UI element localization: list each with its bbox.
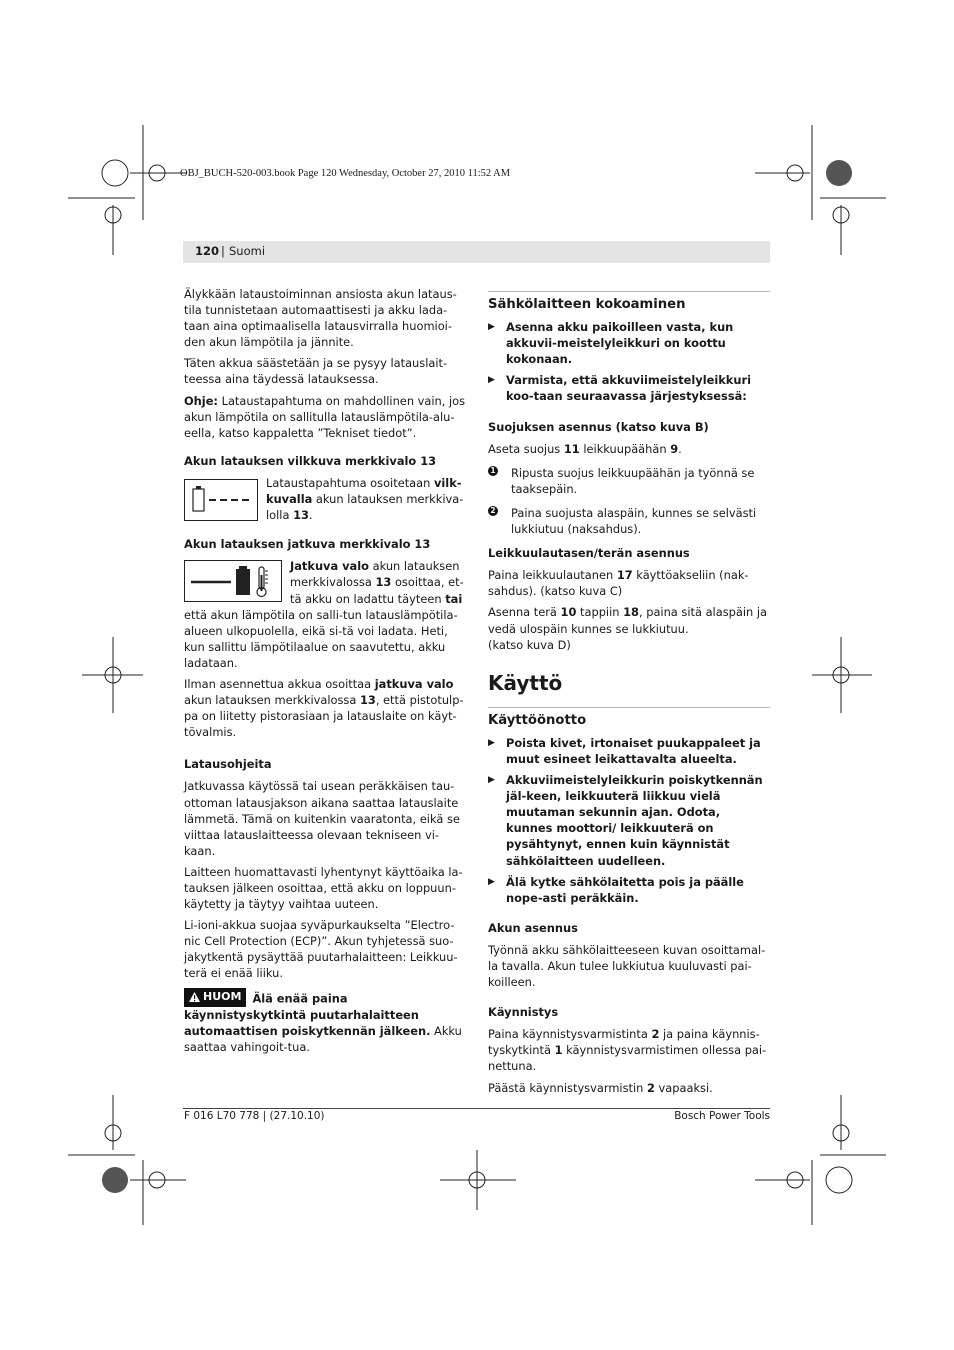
numbered-step: 2 Paina suojusta alaspäin, kunnes se selvästi lukkiutuu (naksahdus). (488, 505, 770, 537)
continuous-indicator-block (184, 558, 466, 671)
continuous-indicator-text: Jatkuva valo akun latauksen merkkivalossa 13 osoittaa, et-tä akku on ladattu täyteen tai että akun lämpötila on salli-tun latauslämpötila-alueen ulkopuolella, eikä si-tä voi ladata. Heti, kun sallittu lämpötilaalue on saavutettu, akku ladataan. (184, 559, 464, 670)
heading-assembly: Sähkölaitteen kokoaminen (488, 291, 770, 313)
paragraph: Paina leikkuulautanen 17 käyttöakseliin (nak-sahdus). (katso kuva C) (488, 568, 749, 599)
warning-badge: HUOM (184, 988, 246, 1007)
heading-charging-tips: Latausohjeita (184, 757, 272, 772)
triangle-bullet-icon: ▶ (488, 775, 495, 786)
triangle-bullet-icon: ▶ (488, 375, 495, 386)
paragraph: Päästä käynnistysvarmistin 2 vapaaksi. (488, 1080, 713, 1095)
paragraph: Täten akkua säästetään ja se pysyy latauslait-teessa aina täydessä latauksessa. (184, 356, 448, 387)
warning-triangle-icon (189, 992, 200, 1002)
header-section: Suomi (229, 244, 266, 258)
blink-indicator-text: Lataustapahtuma osoitetaan vilk-kuvalla akun latauksen merkkiva-lolla 13. (266, 475, 464, 523)
paragraph: Älykkään lataustoiminnan ansiosta akun lataus-tila tunnistetaan automaattisesti ja akku lada-taan aina optimaalisella latausvirralla huomioi-den akun lämpötila ja jännite. (184, 287, 457, 350)
step-number-badge: 2 (488, 506, 498, 516)
triangle-bullet-icon: ▶ (488, 322, 495, 333)
paragraph: Aseta suojus 11 leikkuupäähän 9. (488, 441, 682, 456)
footer-rule (183, 1108, 770, 1109)
bullet-item: ▶ Poista kivet, irtonaiset puukappaleet ja muut esineet leikattavalta alueelta. (488, 735, 761, 766)
numbered-step: 1 Ripusta suojus leikkuupäähän ja työnnä se taaksepäin. (488, 465, 770, 497)
page-header-bar (183, 241, 770, 263)
bullet-item: ▶ Akkuviimeistelyleikkurin poiskytkennän jäl-keen, leikkuuterä liikkuu vielä muutaman sekunnin ajan. Odota, kunnes moottori/ leikkuuterä on pysähtynyt, ennen kuin käynnistät sähkölaitteen uudelleen. (488, 773, 763, 868)
triangle-bullet-icon: ▶ (488, 737, 495, 748)
heading-operation: Käyttö (488, 670, 563, 695)
page-number: 120 (195, 244, 220, 258)
paragraph: Jatkuvassa käytössä tai usean peräkkäisen tau-ottoman latausjakson aikana saattaa latauslaite lämmetä. Tämä on kuitenkin vaaratonta, eikä se viittaa latauslaitteessa olevaan tekniseen vi-kaan. (184, 779, 460, 858)
heading-blade-install: Leikkuulautasen/terän asennus (488, 546, 690, 561)
heading-starting: Käynnistys (488, 1005, 559, 1020)
paragraph: Li-ioni-akkua suojaa syväpurkaukselta ”Electro-nic Cell Protection (ECP)”. Akun tyhjetessä suo-jakytkentä pysäyttää puutarhalaitteen: Leikkuu-terä ei enää liiku. (184, 918, 458, 981)
heading-blink-indicator: Akun latauksen vilkkuva merkkivalo 13 (184, 453, 437, 468)
footer-doc-code: F 016 L70 778 | (27.10.10) (184, 1110, 325, 1122)
header-separator: | (221, 244, 225, 258)
bullet-item: ▶ Älä kytke sähkölaitetta pois ja päälle nope-asti peräkkäin. (488, 874, 744, 905)
paragraph: Asenna terä 10 tappiin 18, paina sitä alaspäin ja vedä ulospäin kunnes se lukkiutuu. (488, 605, 767, 636)
paragraph: Ilman asennettua akkua osoittaa jatkuva valo akun latauksen merkkivalossa 13, että pistotulp-pa on liitetty pistorasiaan ja latauslaite on käyt-tövalmis. (184, 676, 464, 740)
bullet-item: ▶ Varmista, että akkuviimeistelyleikkuri koo-taan seuraavassa järjestyksessä: (488, 373, 752, 404)
footer-brand: Bosch Power Tools (674, 1110, 770, 1122)
right-column (488, 291, 770, 1101)
note-paragraph: Ohje: Lataustapahtuma on mahdollinen vain, jos akun lämpötila on sallitulla latauslämpötila-alu-eella, katso kappaletta ”Tekniset tiedot”. (184, 393, 466, 440)
continuous-battery-temperature-icon (184, 560, 282, 602)
heading-continuous-indicator: Akun latauksen jatkuva merkkivalo 13 (184, 537, 431, 552)
heading-start-up: Käyttöönotto (488, 707, 770, 729)
blinking-battery-icon (184, 479, 258, 521)
bullet-item: ▶ Asenna akku paikoilleen vasta, kun akkuvii-meistelyleikkuri on koottu kokonaan. (488, 320, 734, 367)
heading-guard-install: Suojuksen asennus (katso kuva B) (488, 419, 709, 434)
left-column (184, 286, 466, 1060)
blink-indicator-block (184, 475, 466, 528)
warning-paragraph: HUOM Älä enää paina käynnistyskytkintä puutarhalaitteen automaattisen poiskytkennän jälkeen. Akku saattaa vahingoit-tua. (184, 988, 466, 1055)
triangle-bullet-icon: ▶ (488, 876, 495, 887)
paragraph: Laitteen huomattavasti lyhentynyt käyttöaika la-tauksen jälkeen osoittaa, että akku on loppuun-käytetty ja täytyy vaihtaa uuteen. (184, 864, 463, 912)
heading-battery-install: Akun asennus (488, 920, 578, 935)
paragraph: Paina käynnistysvarmistinta 2 ja paina käynnis-tyskytkintä 1 käynnistysvarmistimen ollessa pai-nettuna. (488, 1027, 767, 1074)
print-info-line: OBJ_BUCH-520-003.book Page 120 Wednesday, October 27, 2010 11:52 AM (180, 168, 511, 179)
step-number-badge: 1 (488, 466, 498, 476)
paragraph: (katso kuva D) (488, 637, 571, 652)
paragraph: Työnnä akku sähkölaitteeseen kuvan osoittamal-la tavalla. Akun tulee lukkiutua kuuluvasti pai-koilleen. (488, 942, 766, 990)
